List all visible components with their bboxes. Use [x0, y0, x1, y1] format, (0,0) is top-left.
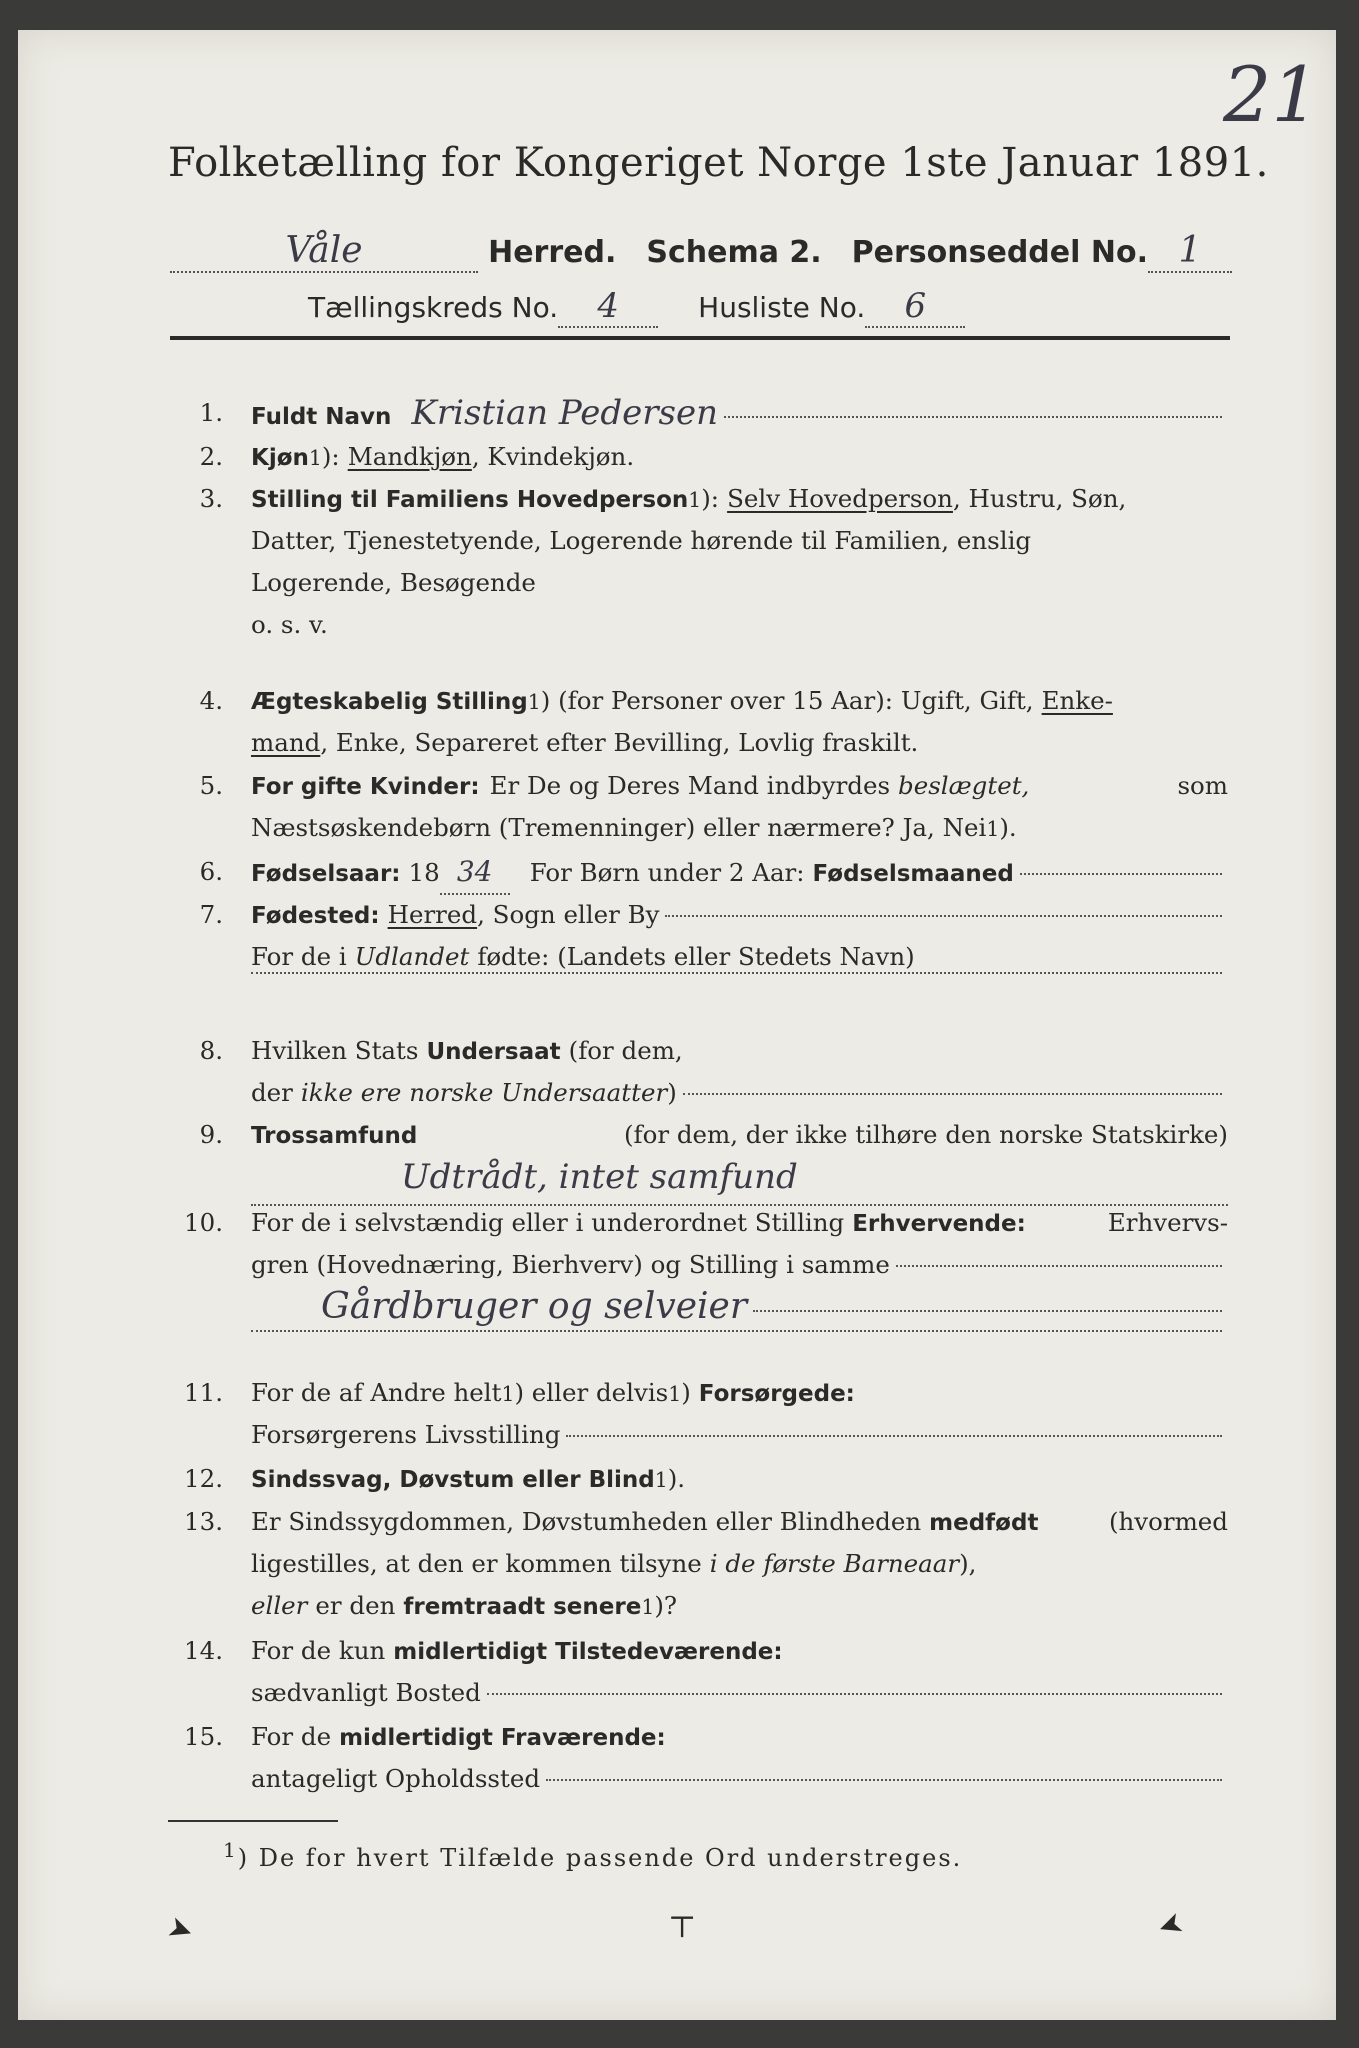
text: Forsørgerens Livsstilling — [251, 1420, 561, 1449]
label-aegteskabelig: Ægteskabelig Stilling — [251, 689, 528, 715]
answer-name: Kristian Pedersen — [411, 393, 719, 433]
question-number: 2. — [199, 442, 223, 471]
text: For de af Andre helt — [251, 1378, 502, 1407]
footnote — [223, 1838, 962, 1872]
question-number: 4. — [199, 686, 223, 715]
text: ). — [999, 813, 1017, 842]
text: , Enke, Separeret efter Bevilling, Lovlig fraskilt. — [320, 728, 919, 757]
registration-mark-right-icon: ➤ — [1152, 1904, 1189, 1947]
option-enkemand-selected: Enke- — [1041, 686, 1113, 715]
text: sædvanligt Bosted — [251, 1678, 481, 1707]
schema-label: Schema 2. — [646, 235, 822, 270]
question-number: 10. — [184, 1208, 223, 1237]
footnote-separator — [168, 1820, 338, 1822]
option-selv-hovedperson-selected: Selv Hovedperson — [727, 484, 953, 513]
option-herred-selected: Herred — [387, 900, 478, 929]
question-number: 14. — [184, 1636, 223, 1665]
text: Er Sindssygdommen, Døvstumheden eller Blindheden — [251, 1507, 922, 1536]
text: Næstsøskendebørn (Tremenninger) eller nærmere? Ja, Nei — [251, 813, 987, 842]
footnote-ref: 1 — [527, 690, 541, 714]
text: (for dem, — [568, 1036, 683, 1065]
text: Erhvervs- — [1107, 1208, 1228, 1237]
census-form-page — [18, 30, 1336, 2020]
label-fodselsmaaned: Fødselsmaaned — [812, 861, 1014, 887]
personseddel-no: 1 — [1148, 230, 1232, 273]
header-kreds-line — [308, 286, 965, 328]
year-prefix: 18 — [408, 858, 440, 887]
text: ) — [681, 1378, 691, 1407]
personseddel-label: Personseddel No. — [851, 235, 1148, 270]
label-tilstedevaerende: midlertidigt Tilstedeværende: — [393, 1639, 783, 1665]
label-fremtraadt: fremtraadt senere — [403, 1594, 642, 1620]
text: ). — [667, 1464, 686, 1493]
text: ligestilles, at den er kommen tilsyne — [251, 1549, 702, 1578]
footnote-ref: 1 — [654, 1468, 668, 1492]
question-number: 13. — [184, 1507, 223, 1536]
text: ) (for Personer over 15 Aar): Ugift, Gift, — [540, 686, 1034, 715]
registration-mark-left-icon: ➤ — [162, 1908, 199, 1951]
text: For de i — [251, 942, 347, 971]
text: som — [1177, 771, 1228, 800]
text: beslægtet, — [898, 771, 1030, 800]
label-gifte-kvinder: For gifte Kvinder: — [251, 774, 480, 800]
text: For de kun — [251, 1636, 386, 1665]
question-number: 7. — [199, 900, 223, 929]
fill-line — [487, 1693, 1222, 1695]
text: , Hustru, Søn, — [952, 484, 1127, 513]
text: er den — [315, 1591, 396, 1620]
text: antageligt Opholdssted — [251, 1764, 540, 1793]
label-fodested: Fødested: — [251, 903, 380, 929]
option-enkemand-selected-cont: mand — [251, 728, 321, 757]
question-number: 9. — [199, 1120, 223, 1149]
label-stilling: Stilling til Familiens Hovedperson — [251, 487, 689, 513]
text: gren (Hovednæring, Bierhverv) og Stilling i samme — [251, 1250, 890, 1279]
question-number: 6. — [199, 857, 223, 886]
text: Datter, Tjenestetyende, Logerende hørende til Familien, enslig — [251, 526, 1032, 555]
question-number: 11. — [184, 1378, 223, 1407]
question-number: 3. — [199, 484, 223, 513]
taellingskreds-no: 4 — [558, 286, 658, 328]
header-herred-line — [170, 230, 1232, 273]
label-fuldt-navn: Fuldt Navn — [251, 404, 392, 430]
footnote-ref: 1 — [668, 1382, 682, 1406]
text: )? — [654, 1591, 678, 1620]
question-number: 8. — [199, 1036, 223, 1065]
fill-line — [546, 1779, 1222, 1781]
text: For de — [251, 1722, 332, 1751]
label-undersaat: Undersaat — [426, 1039, 561, 1065]
answer-trossamfund: Udtrådt, intet samfund — [401, 1157, 798, 1197]
fill-line — [753, 1310, 1222, 1312]
question-number: 5. — [199, 771, 223, 800]
label-trossamfund: Trossamfund — [251, 1123, 418, 1149]
husliste-no: 6 — [865, 286, 965, 328]
question-number: 15. — [184, 1722, 223, 1751]
fill-line — [896, 1265, 1222, 1267]
taellingskreds-label: Tællingskreds No. — [308, 291, 559, 324]
herred-value: Våle — [170, 230, 478, 273]
text: ), — [959, 1549, 977, 1578]
question-number: 12. — [184, 1464, 223, 1493]
fill-line — [683, 1093, 1222, 1095]
footnote-ref: 1 — [688, 488, 702, 512]
question-number: 1. — [199, 398, 223, 427]
text: Er De og Deres Mand indbyrdes — [489, 771, 891, 800]
husliste-label: Husliste No. — [698, 291, 866, 324]
footnote-ref: 1 — [308, 446, 322, 470]
text: For Børn under 2 Aar: — [529, 858, 805, 887]
text: (hvormed — [1108, 1507, 1228, 1536]
fill-line — [566, 1435, 1222, 1437]
footnote-marker: 1 — [223, 1838, 238, 1862]
form-title: Folketælling for Kongeriget Norge 1ste Januar 1891. — [168, 140, 1269, 186]
label-erhvervende: Erhvervende: — [852, 1211, 1026, 1237]
option-kvindekjon: , Kvindekjøn. — [471, 442, 635, 471]
fill-line — [1020, 873, 1222, 875]
fill-line — [665, 915, 1222, 917]
text: ): — [321, 442, 340, 471]
text: eller — [251, 1591, 308, 1620]
text: Udlandet — [354, 942, 470, 971]
text: i de første Barneaar — [709, 1549, 960, 1578]
herred-label: Herred. — [488, 235, 617, 270]
text: For de i selvstændig eller i underordnet Stilling — [251, 1208, 845, 1237]
label-forsorgede: Forsørgede: — [698, 1381, 855, 1407]
text: Logerende, Besøgende — [251, 568, 536, 597]
text: der — [251, 1078, 293, 1107]
footnote-ref: 1 — [501, 1382, 515, 1406]
text: o. s. v. — [251, 610, 328, 639]
fill-line — [251, 972, 1222, 974]
fill-line — [724, 416, 1222, 418]
text: fødte: (Landets eller Stedets Navn) — [477, 942, 915, 971]
label-kjon: Kjøn — [251, 445, 309, 471]
header-rule — [170, 336, 1230, 340]
option-mandkjon-selected: Mandkjøn — [347, 442, 472, 471]
footnote-ref: 1 — [641, 1595, 655, 1619]
text: ) eller delvis — [514, 1378, 669, 1407]
label-fravaerende: midlertidigt Fraværende: — [339, 1725, 666, 1751]
answer-erhverv: Gårdbruger og selveier — [321, 1286, 748, 1327]
text: (for dem, der ikke tilhøre den norske Statskirke) — [623, 1120, 1228, 1149]
text: Hvilken Stats — [251, 1036, 419, 1065]
footnote-text: ) De for hvert Tilfælde passende Ord understreges. — [237, 1844, 963, 1872]
label-medfodt: medfødt — [929, 1510, 1039, 1536]
fill-line — [251, 1330, 1222, 1332]
text: , Sogn eller By — [477, 900, 660, 929]
label-sindssvag: Sindssvag, Døvstum eller Blind — [251, 1467, 655, 1493]
text: ): — [701, 484, 720, 513]
footnote-ref: 1 — [986, 817, 1000, 841]
label-fodselsaar: Fødselsaar: — [251, 861, 401, 887]
text: ikke ere norske Undersaatter — [300, 1078, 668, 1107]
page-number: 21 — [1223, 50, 1320, 139]
registration-mark-center-icon: ⊤ — [668, 1910, 697, 1945]
text: ) — [667, 1078, 677, 1107]
answer-birth-year: 34 — [440, 851, 510, 895]
